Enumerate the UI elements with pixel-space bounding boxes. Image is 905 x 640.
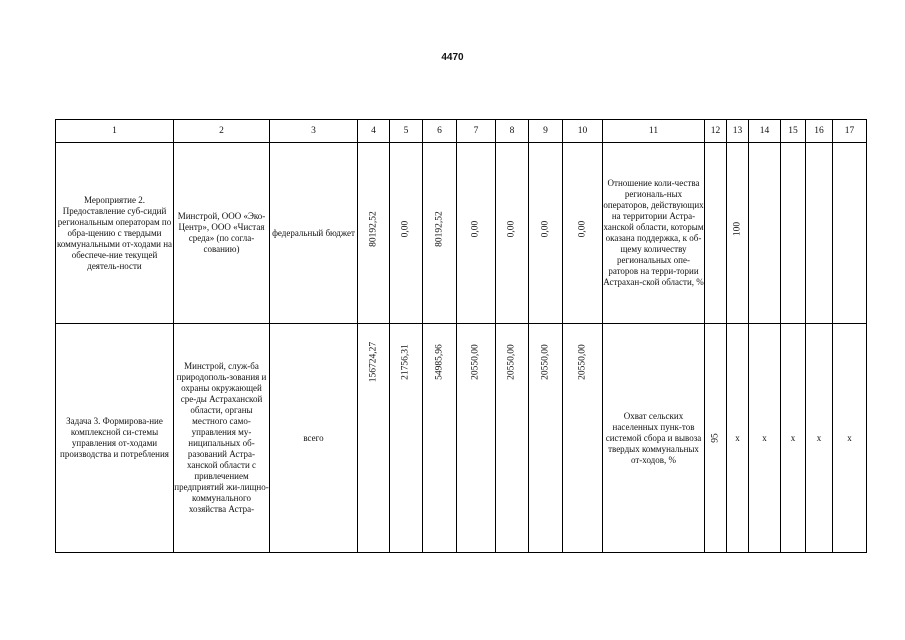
- amount-year3-cell: [457, 143, 496, 324]
- amount-year2-cell: [423, 324, 457, 553]
- amount-year6-cell: [563, 143, 603, 324]
- amount-total: 156724,27: [368, 341, 378, 383]
- indicator-name: Отношение коли-чества региональ-ных операторов, действующих на территории Астра-ханской области, которым оказана поддержка, к об-щему количеству региональных опе-раторов на терри-тории Астрахан-ской области, %: [603, 143, 705, 324]
- funding-source: федеральный бюджет: [270, 143, 358, 324]
- header-col-14: 14: [749, 120, 781, 143]
- header-col-16: 16: [806, 120, 833, 143]
- amount-year6: 0,00: [577, 221, 587, 238]
- indicator-value-15: x: [781, 324, 806, 553]
- amount-year1: 21756,31: [400, 344, 411, 380]
- amount-year3: 20550,00: [470, 344, 481, 380]
- header-col-9: 9: [529, 120, 563, 143]
- funding-source: всего: [270, 324, 358, 553]
- amount-year2-cell: [423, 143, 457, 324]
- amount-year1: 0,00: [400, 221, 411, 238]
- indicator-value-12-cell: [705, 143, 727, 324]
- header-col-10: 10: [563, 120, 603, 143]
- indicator-value-13: 100: [732, 222, 742, 237]
- indicator-value-12-cell: [705, 324, 727, 553]
- page-number: 4470: [441, 52, 464, 63]
- indicator-value-17: [833, 143, 867, 324]
- indicator-value-16: x: [806, 324, 833, 553]
- header-col-15: 15: [781, 120, 806, 143]
- indicator-value-13: x: [727, 324, 749, 553]
- header-col-12: 12: [705, 120, 727, 143]
- header-col-7: 7: [457, 120, 496, 143]
- program-table: [55, 119, 867, 553]
- indicator-value-14: x: [749, 324, 781, 553]
- amount-year4-cell: [496, 324, 529, 553]
- indicator-value-17: x: [833, 324, 867, 553]
- header-col-17: 17: [833, 120, 867, 143]
- responsible-executors: Минстрой, служ-ба природополь-зования и охраны окружающей сре-ды Астраханской области, органы местного само-управления му-ниципальных об-разований Астра-ханской области с привлечением предприятий жи-лищно-коммунального хозяйства Астра-: [174, 324, 270, 553]
- amount-year2: 54985,96: [434, 344, 444, 380]
- indicator-value-15: [781, 143, 806, 324]
- amount-total-cell: [358, 143, 390, 324]
- header-col-6: 6: [423, 120, 457, 143]
- table-row: [56, 324, 867, 553]
- amount-year5: 0,00: [540, 221, 550, 238]
- amount-year6: 20550,00: [577, 344, 587, 380]
- header-col-1: 1: [56, 120, 174, 143]
- amount-year1-cell: [390, 324, 423, 553]
- amount-total-cell: [358, 324, 390, 553]
- header-col-4: 4: [358, 120, 390, 143]
- header-col-5: 5: [390, 120, 423, 143]
- indicator-name: Охват сельских населенных пунк-тов системой сбора и вывоза твердых коммунальных от-ходов, %: [603, 324, 705, 553]
- indicator-value-16: [806, 143, 833, 324]
- amount-year4: 0,00: [506, 221, 517, 238]
- header-col-2: 2: [174, 120, 270, 143]
- amount-year1-cell: [390, 143, 423, 324]
- amount-year3: 0,00: [470, 221, 481, 238]
- amount-year3-cell: [457, 324, 496, 553]
- amount-year4-cell: [496, 143, 529, 324]
- task-name: Задача 3. Формирова-ние комплексной си-стемы управления от-ходами производства и потребления: [56, 324, 174, 553]
- amount-year5-cell: [529, 143, 563, 324]
- amount-year4: 20550,00: [506, 344, 517, 380]
- amount-total: 80192,52: [368, 211, 378, 248]
- header-col-11: 11: [603, 120, 705, 143]
- indicator-value-14: [749, 143, 781, 324]
- activity-name: Мероприятие 2. Предоставление суб-сидий региональным операторам по обра-щению с твердыми коммунальными от-ходами на обеспече-ние текущей деятель-ности: [56, 143, 174, 324]
- table-row: [56, 143, 867, 324]
- table-header-row: [56, 120, 867, 143]
- header-col-8: 8: [496, 120, 529, 143]
- indicator-value-13-cell: [727, 143, 749, 324]
- indicator-value-12: 95: [710, 433, 720, 443]
- header-col-3: 3: [270, 120, 358, 143]
- amount-year5: 20550,00: [540, 344, 550, 380]
- amount-year5-cell: [529, 324, 563, 553]
- header-col-13: 13: [727, 120, 749, 143]
- amount-year6-cell: [563, 324, 603, 553]
- responsible-executors: Минстрой, ООО «Эко-Центр», ООО «Чистая среда» (по согла-сованию): [174, 143, 270, 324]
- amount-year2: 80192,52: [434, 211, 444, 248]
